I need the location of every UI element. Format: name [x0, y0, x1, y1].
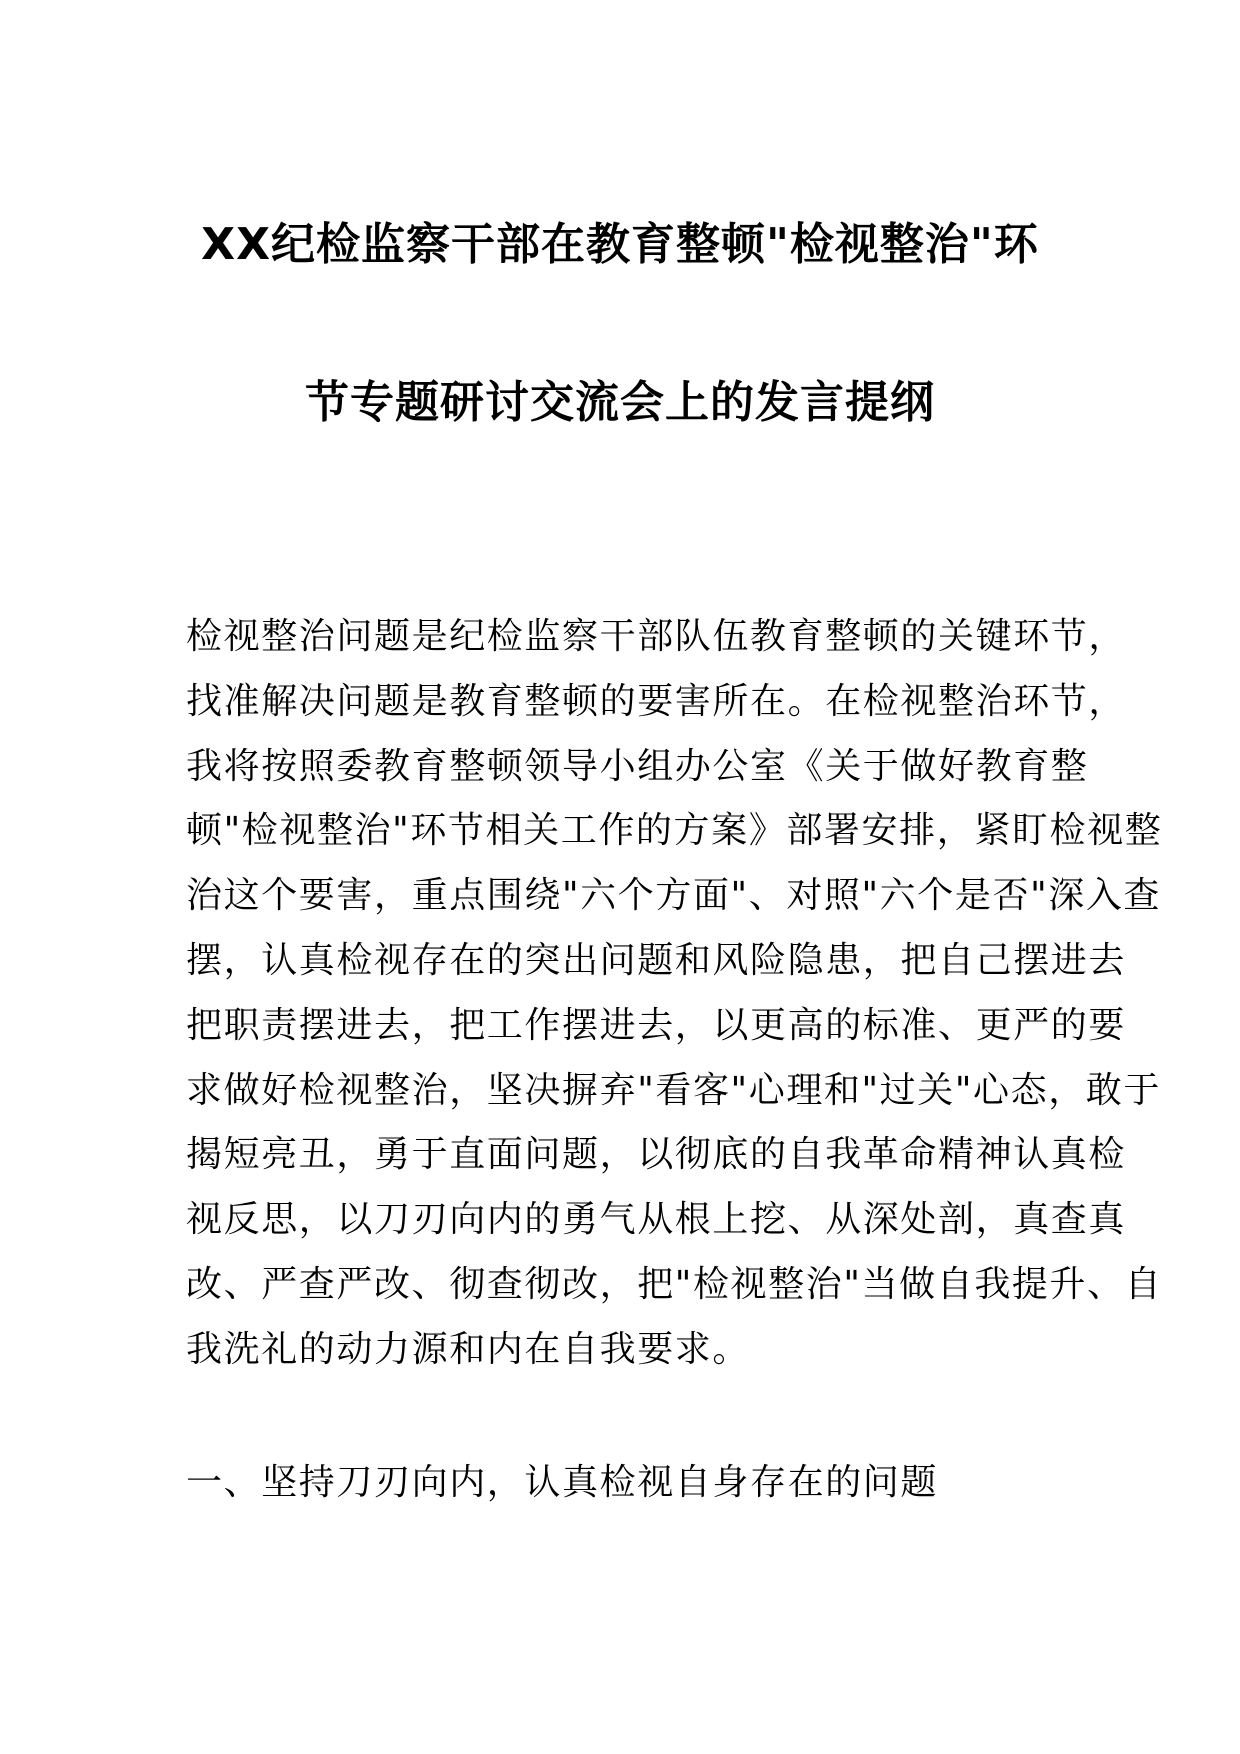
paragraph-line: 摆，认真检视存在的突出问题和风险隐患，把自己摆进去: [186, 939, 1127, 981]
document-title-line-2: 节专题研讨交流会上的发言提纲: [305, 377, 935, 428]
paragraph-line: 把职责摆进去，把工作摆进去，以更高的标准、更严的要: [186, 1004, 1127, 1046]
document-title-line-1: XX纪检监察干部在教育整顿"检视整治"环: [201, 219, 1039, 270]
paragraph-line: 揭短亮丑，勇于直面问题，以彻底的自我革命精神认真检: [186, 1134, 1127, 1176]
paragraph-line: 顿"检视整治"环节相关工作的方案》部署安排，紧盯检视整: [186, 810, 1163, 852]
paragraph-line: 我将按照委教育整顿领导小组办公室《关于做好教育整: [186, 745, 1089, 787]
paragraph-line: 治这个要害，重点围绕"六个方面"、对照"六个是否"深入查: [186, 875, 1162, 917]
intro-paragraph: [186, 612, 1163, 1390]
paragraph-line: 改、严查严改、彻查彻改，把"检视整治"当做自我提升、自: [186, 1263, 1163, 1305]
paragraph-line: 视反思，以刀刃向内的勇气从根上挖、从深处剖，真查真: [186, 1199, 1127, 1241]
section-heading: 一、坚持刀刃向内，认真检视自身存在的问题: [186, 1462, 939, 1503]
paragraph-line: 求做好检视整治，坚决摒弃"看客"心理和"过关"心态，敢于: [186, 1069, 1162, 1111]
paragraph-line: 找准解决问题是教育整顿的要害所在。在检视整治环节，: [186, 680, 1127, 722]
paragraph-line: 检视整治问题是纪检监察干部队伍教育整顿的关键环节，: [186, 616, 1127, 657]
paragraph-line: 我洗礼的动力源和内在自我要求。: [186, 1328, 751, 1370]
